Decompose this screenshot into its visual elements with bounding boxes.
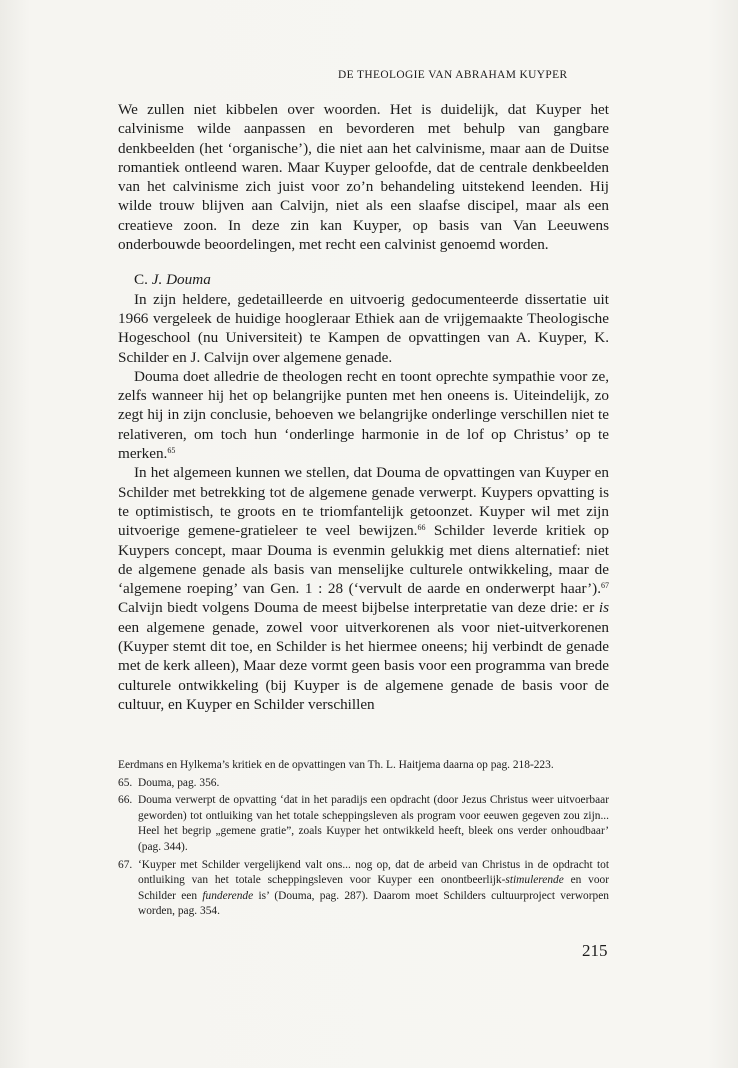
paragraph-2: In zijn heldere, gedetailleerde en uitvoerig gedocumenteerde dissertatie uit 1966 vergeleek de huidige hoogleraar Ethiek aan de vrijgemaakte Theologische Hogeschool (nu Universiteit) te Kampen de opvattingen van A. Kuyper, K. Schilder en J. Calvijn over algemene genade. — [118, 290, 609, 366]
section-heading — [118, 270, 609, 289]
footnote-66 — [118, 793, 609, 855]
emphasis-stimulerende: stimulerende — [505, 874, 564, 887]
footnote-text: Douma, pag. 356. — [138, 776, 220, 789]
paragraph-4-text-c: Calvijn biedt volgens Douma de meest bijbelse interpretatie van deze drie: er — [118, 599, 599, 617]
footnote-67 — [118, 858, 609, 920]
paragraph-4-text-d: een algemene genade, zowel voor uitverkorenen als voor niet-uitverkorenen (Kuyper stemt dit toe, en Schilder is het hiermee oneens; hij verbindt de genade met de kerk alleen), Maar deze vormt geen basis voor een programma van brede culturele ontwikkeling (bij Kuyper is de algemene genade de basis voor de cultuur, en Kuyper en Schilder verschillen — [118, 618, 609, 713]
paragraph-4 — [118, 463, 609, 714]
emphasis-funderende: funderende — [202, 889, 254, 902]
footnote-number: 67. — [118, 858, 133, 871]
footnote-text-a: ‘Kuyper met Schilder vergelijkend valt ons... nog op, dat de arbeid van Christus in de opdracht tot ontluiking van het totale scheppingsleven voor Kuyper een onontbeerlijk- — [138, 858, 609, 887]
section-letter: C. — [134, 271, 148, 289]
paragraph-3-text: Douma doet alledrie de theologen recht en toont oprechte sympathie voor ze, zelfs wanneer hij het op belangrijke punten met hen oneens is. Uiteindelijk, zo zegt hij in zijn conclusie, behoeven we belangrijke onderlinge verschillen niet te relativeren, om toch hun ‘onderlinge harmonie in de lof op Christus’ op te merken. — [118, 367, 609, 463]
footnote-ref-65[interactable]: 65 — [167, 446, 176, 456]
paragraph-4-text-b: Schilder leverde kritiek op Kuypers concept, maar Douma is evenmin gelukkig met diens alternatief: niet de algemene genade als basis van menselijke culturele ontwikkeling, maar de ‘algemene roeping’ van Gen. 1 : 28 (‘vervult de aarde en onderwerpt haar’). — [118, 522, 609, 598]
page-number: 215 — [582, 941, 608, 960]
footnote-text-b: en voor Schilder een — [138, 874, 610, 902]
footnotes — [118, 758, 609, 922]
paragraph-1: We zullen niet kibbelen over woorden. Het is duidelijk, dat Kuyper het calvinisme wilde aanpassen en bevorderen met behulp van gangbare denkbeelden (het ‘organische’), die niet aan het calvinisme, maar aan de Duitse romantiek ontleend waren. Maar Kuyper geloofde, dat de centrale denkbeelden van het calvinisme zich juist voor zo’n behandeling uitstekend leenden. Hij wilde trouw blijven aan Calvijn, niet als een slaafse discipel, maar als een creatieve zoon. In deze zin kan Kuyper, op basis van Van Leeuwens onderbouwde beoordelingen, met recht een calvinist genoemd worden. — [118, 101, 609, 254]
footnote-text-c: is’ (Douma, pag. 287). Daarom moet Schilders cultuurproject verworpen worden, pag. 354. — [138, 889, 609, 918]
running-head: DE THEOLOGIE VAN ABRAHAM KUYPER — [338, 69, 568, 81]
footnote-ref-67[interactable]: 67 — [601, 581, 609, 591]
body-text — [118, 100, 609, 714]
footnote-number: 66. — [118, 794, 133, 807]
footnote-number: 65. — [118, 776, 133, 789]
footnote-text: Douma verwerpt de opvatting ‘dat in het paradijs een opdracht (door Jezus Christus weer uitvoerbaar geworden) tot ontluiking van het totale scheppingsleven als program voor eeuwen gegeven zou zijn... Heel het begrip „gemene gratie”, zoals Kuyper het ontwikkeld heeft, bleek ons verder onhoudbaar’ (pag. 344). — [138, 794, 609, 853]
section-name: J. Douma — [151, 271, 211, 289]
footnote-65 — [118, 776, 609, 792]
emphasis-is: is — [598, 599, 609, 617]
footnote-ref-66[interactable]: 66 — [417, 523, 426, 533]
paragraph-4-text-a: In het algemeen kunnen we stellen, dat Douma de opvattingen van Kuyper en Schilder met betrekking tot de algemene genade verwerpt. Kuypers opvatting is te optimistisch, te groots en te triomfantelijk getoonzet. Kuyper wil met zijn uitvoerige gemene-gratieleer te veel bewijzen. — [118, 464, 609, 540]
paragraph-3 — [118, 367, 609, 463]
footnote-continuation: Eerdmans en Hylkema’s kritiek en de opvattingen van Th. L. Haitjema daarna op pag. 218-223. — [118, 759, 554, 771]
footnote-text — [138, 858, 609, 920]
